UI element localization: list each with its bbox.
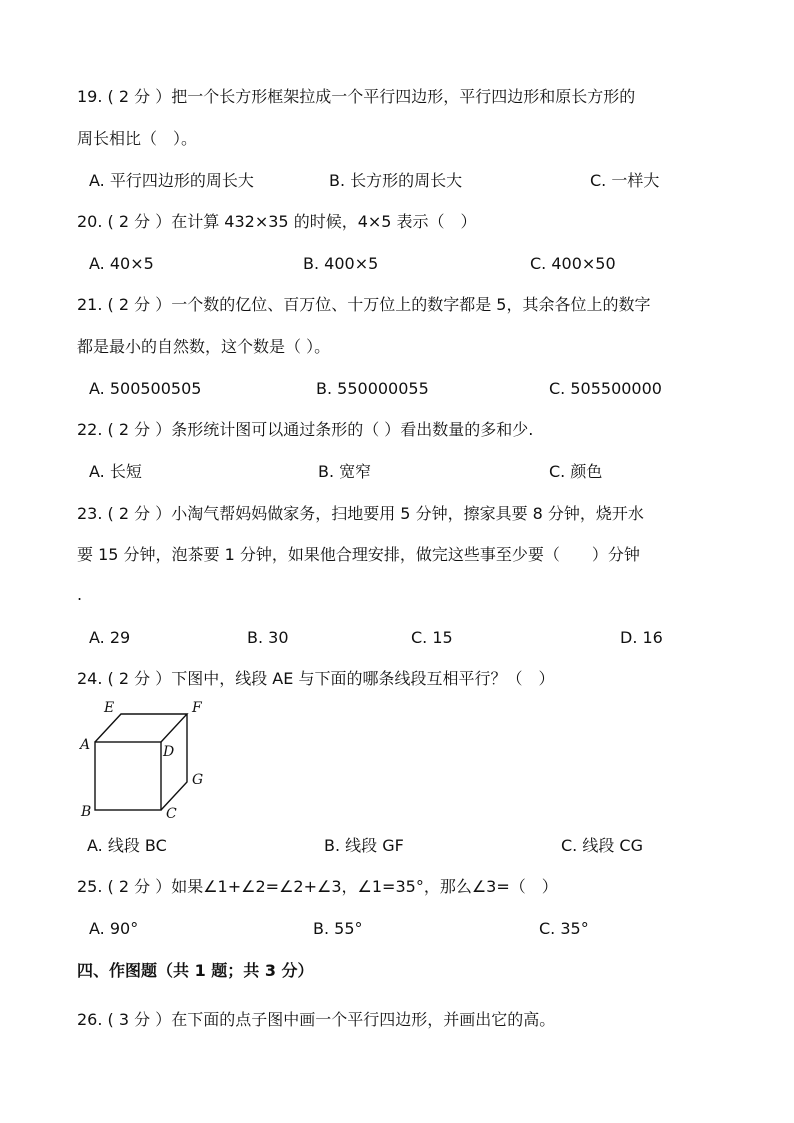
cube-top-face xyxy=(95,714,187,742)
q19-option-c[interactable]: C. 一样大 xyxy=(590,171,660,190)
q20-option-c[interactable]: C. 400×50 xyxy=(530,254,616,273)
q25-stem-line1: 25. ( 2 分 ）如果∠1+∠2=∠2+∠3，∠1=35°，那么∠3=（ ） xyxy=(77,877,558,896)
q23-option-c[interactable]: C. 15 xyxy=(411,628,453,647)
q22-option-c[interactable]: C. 颜色 xyxy=(549,462,603,481)
q23-stem-line2: 要 15 分钟，泡茶要 1 分钟，如果他合理安排，做完这些事至少要（ ）分钟 xyxy=(77,545,640,564)
label-b: B xyxy=(81,804,92,820)
label-g: G xyxy=(192,772,204,788)
q25-option-a[interactable]: A. 90° xyxy=(89,919,139,938)
q20-option-a[interactable]: A. 40×5 xyxy=(89,254,154,273)
q23-option-a[interactable]: A. 29 xyxy=(89,628,131,647)
q26-stem-line1: 26. ( 3 分 ）在下面的点子图中画一个平行四边形，并画出它的高。 xyxy=(77,1010,556,1029)
cube-front-face xyxy=(95,742,161,810)
q23-option-d[interactable]: D. 16 xyxy=(620,628,663,647)
q19-stem-line2: 周长相比（ ）。 xyxy=(77,129,198,148)
q24-option-c[interactable]: C. 线段 CG xyxy=(561,836,644,855)
label-c: C xyxy=(166,806,177,822)
q21-stem-line1: 21. ( 2 分 ）一个数的亿位、百万位、十万位上的数字都是 5，其余各位上的数字 xyxy=(77,295,651,314)
section-4-title: 四、作图题（共 1 题；共 3 分） xyxy=(77,961,314,980)
label-d: D xyxy=(163,744,175,760)
label-f: F xyxy=(192,700,202,716)
q22-option-b[interactable]: B. 宽窄 xyxy=(318,462,372,481)
q21-stem-line2: 都是最小的自然数，这个数是（ ）。 xyxy=(77,337,331,356)
q22-option-a[interactable]: A. 长短 xyxy=(89,462,142,481)
q24-option-a[interactable]: A. 线段 BC xyxy=(87,836,167,855)
q21-option-c[interactable]: C. 505500000 xyxy=(549,379,662,398)
q25-option-b[interactable]: B. 55° xyxy=(313,919,363,938)
q22-stem-line1: 22. ( 2 分 ）条形统计图可以通过条形的（ ）看出数量的多和少. xyxy=(77,420,534,439)
q23-stem-line1: 23. ( 2 分 ）小淘气帮妈妈做家务，扫地要用 5 分钟，擦家具要 8 分钟，烧开水 xyxy=(77,504,644,523)
label-e: E xyxy=(104,700,115,716)
q20-option-b[interactable]: B. 400×5 xyxy=(303,254,379,273)
q25-option-c[interactable]: C. 35° xyxy=(539,919,589,938)
q23-stem-line3: . xyxy=(77,585,83,604)
label-a: A xyxy=(80,737,91,753)
q23-option-b[interactable]: B. 30 xyxy=(247,628,289,647)
q24-stem-line1: 24. ( 2 分 ）下图中，线段 AE 与下面的哪条线段互相平行？（ ） xyxy=(77,669,555,688)
q20-stem-line1: 20. ( 2 分 ）在计算 432×35 的时候，4×5 表示（ ） xyxy=(77,212,477,231)
q21-option-a[interactable]: A. 500500505 xyxy=(89,379,202,398)
q19-option-a[interactable]: A. 平行四边形的周长大 xyxy=(89,171,254,190)
q19-stem-line1: 19. ( 2 分 ）把一个长方形框架拉成一个平行四边形，平行四边形和原长方形的 xyxy=(77,87,636,106)
q24-cube-figure xyxy=(76,698,216,824)
q21-option-b[interactable]: B. 550000055 xyxy=(316,379,429,398)
q24-option-b[interactable]: B. 线段 GF xyxy=(324,836,404,855)
q19-option-b[interactable]: B. 长方形的周长大 xyxy=(329,171,463,190)
